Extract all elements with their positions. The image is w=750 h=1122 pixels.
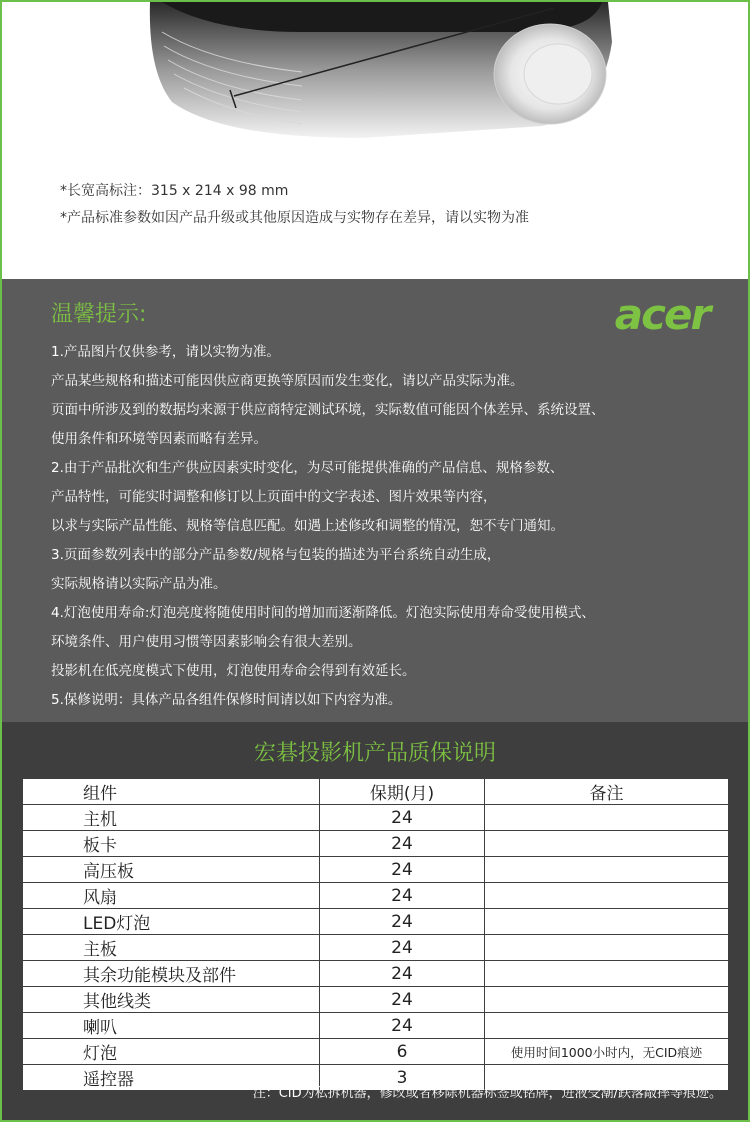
cell-period: 3 (320, 1065, 485, 1091)
cell-component: 风扇 (23, 883, 320, 909)
table-row (23, 961, 729, 987)
cell-component: 板卡 (23, 831, 320, 857)
cell-remark (485, 857, 729, 883)
cell-remark (485, 987, 729, 1013)
tip-line: 1.产品图片仅供参考，请以实物为准。 (51, 344, 280, 360)
cell-remark (485, 805, 729, 831)
acer-logo (600, 293, 724, 337)
disclaimer-note: *产品标准参数如因产品升级或其他原因造成与实物存在差异，请以实物为准 (60, 210, 529, 226)
dimension-note: *长宽高标注：315 x 214 x 98 mm (60, 183, 289, 199)
header-remark: 备注 (485, 779, 729, 805)
tip-line: 以求与实际产品性能、规格等信息匹配。如遇上述修改和调整的情况，恕不专门通知。 (51, 518, 564, 534)
table-row (23, 935, 729, 961)
cell-remark (485, 883, 729, 909)
header-component: 组件 (23, 779, 320, 805)
cell-component: 主机 (23, 805, 320, 831)
cell-period: 24 (320, 987, 485, 1013)
projector-image (2, 2, 748, 142)
tip-line: 2.由于产品批次和生产供应因素实时变化，为尽可能提供准确的产品信息、规格参数、 (51, 460, 564, 476)
cell-period: 24 (320, 831, 485, 857)
tip-line: 投影机在低亮度模式下使用，灯泡使用寿命会得到有效延长。 (51, 663, 416, 679)
tips-title: 温馨提示: (51, 302, 147, 327)
tip-line: 产品特性，可能实时调整和修订以上页面中的文字表述、图片效果等内容， (51, 489, 497, 505)
cell-component: 喇叭 (23, 1013, 320, 1039)
cell-remark (485, 831, 729, 857)
table-row (23, 909, 729, 935)
table-row (23, 1013, 729, 1039)
cell-period: 24 (320, 961, 485, 987)
tip-line: 4.灯泡使用寿命:灯泡亮度将随使用时间的增加而逐渐降低。灯泡实际使用寿命受使用模式、 (51, 605, 595, 621)
cell-component: LED灯泡 (23, 909, 320, 935)
cell-period: 24 (320, 883, 485, 909)
tip-line: 实际规格请以实际产品为准。 (51, 576, 227, 592)
cell-component: 其余功能模块及部件 (23, 961, 320, 987)
tip-line: 使用条件和环境等因素而略有差异。 (51, 431, 267, 447)
cell-remark (485, 909, 729, 935)
cell-component: 遥控器 (23, 1065, 320, 1091)
cell-component: 主板 (23, 935, 320, 961)
cell-period: 24 (320, 935, 485, 961)
table-header-row (23, 779, 729, 805)
cell-period: 24 (320, 909, 485, 935)
cid-footnote: 注：CID为私拆机器，修改或者移除机器标签或铭牌，进液受潮/跌落敲摔等痕迹。 (252, 1086, 722, 1101)
product-section (2, 2, 748, 279)
svg-text:acer: acer (614, 293, 710, 337)
table-row (23, 987, 729, 1013)
cell-remark: 使用时间1000小时内，无CID痕迹 (485, 1039, 729, 1065)
tip-line: 5.保修说明：具体产品各组件保修时间请以如下内容为准。 (51, 692, 402, 708)
cell-remark (485, 961, 729, 987)
table-row (23, 883, 729, 909)
cell-remark (485, 1013, 729, 1039)
warranty-section (2, 722, 748, 1120)
table-row (23, 805, 729, 831)
cell-component: 高压板 (23, 857, 320, 883)
cell-component: 其他线类 (23, 987, 320, 1013)
tips-section (2, 279, 748, 722)
tip-line: 页面中所涉及到的数据均来源于供应商特定测试环境，实际数值可能因个体差异、系统设置、 (51, 402, 605, 418)
cell-component: 灯泡 (23, 1039, 320, 1065)
tip-line: 产品某些规格和描述可能因供应商更换等原因而发生变化，请以产品实际为准。 (51, 373, 524, 389)
cell-period: 24 (320, 857, 485, 883)
tip-line: 环境条件、用户使用习惯等因素影响会有很大差别。 (51, 634, 362, 650)
warranty-title: 宏碁投影机产品质保说明 (253, 741, 496, 766)
header-period: 保期(月) (320, 779, 485, 805)
warranty-table (22, 778, 729, 1091)
table-row (23, 857, 729, 883)
cell-period: 6 (320, 1039, 485, 1065)
tip-line: 3.页面参数列表中的部分产品参数/规格与包装的描述为平台系统自动生成， (51, 547, 501, 563)
table-row (23, 831, 729, 857)
cell-period: 24 (320, 1013, 485, 1039)
cell-period: 24 (320, 805, 485, 831)
table-row (23, 1039, 729, 1065)
cell-remark (485, 935, 729, 961)
